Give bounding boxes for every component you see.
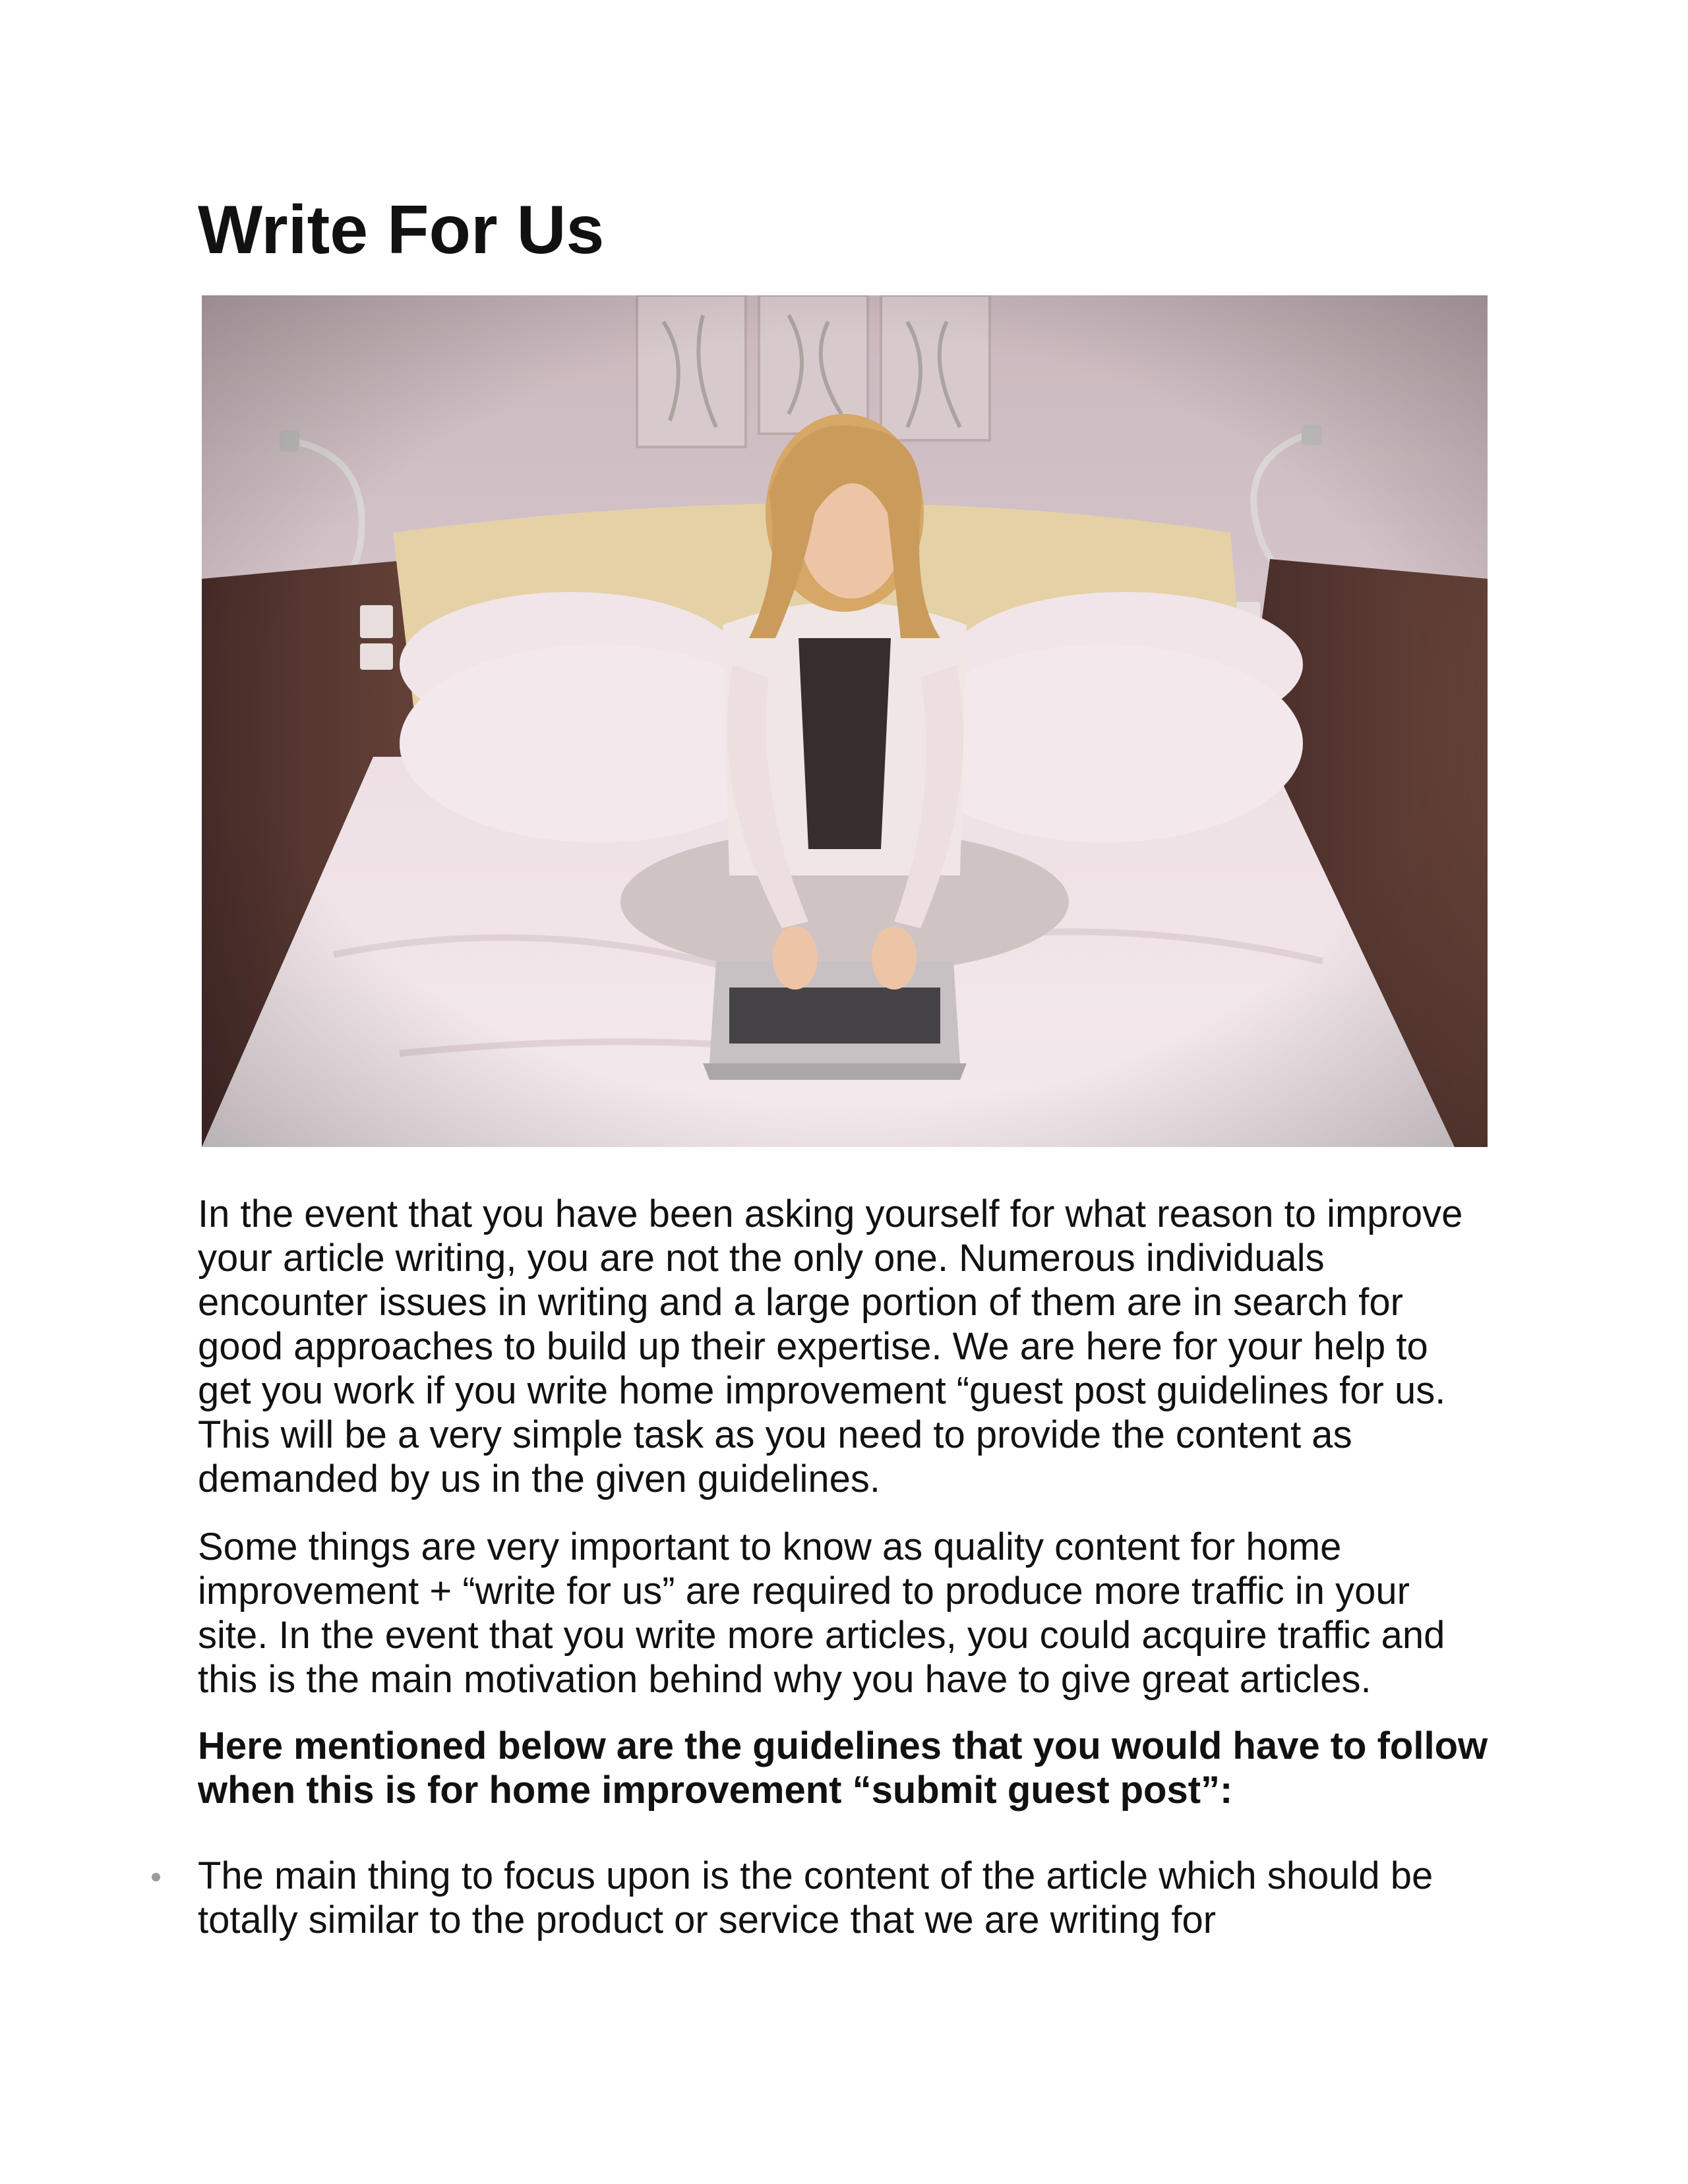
list-item-text: The main thing to focus upon is the content of the article which should be totally similar to the product or service that we are writing for (198, 1854, 1433, 1941)
guidelines-list (198, 1854, 1490, 1942)
page-title: Write For Us (198, 192, 605, 268)
photo-woman-on-bed-with-laptop-icon (202, 295, 1488, 1147)
traffic-paragraph: Some things are very important to know as quality content for home improvement + “write for us” are required to produce more traffic in your site. In the event that you write more articles, you could acquire traffic and this is the main motivation behind why you have to give great articles. (198, 1525, 1445, 1701)
bullet-icon (152, 1873, 160, 1881)
guidelines-heading: Here mentioned below are the guidelines that you would have to follow when this is for home improvement “submit guest post”: (198, 1725, 1488, 1812)
list-item (198, 1854, 1490, 1942)
intro-paragraph: In the event that you have been asking yourself for what reason to improve your article writing, you are not the only one. Numerous individuals encounter issues in writing and a large portion of them are in search for good approaches to build up their expertise. We are here for your help to get you work if you write home improvement “guest post guidelines for us. This will be a very simple task as you need to provide the content as demanded by us in the given guidelines. (198, 1193, 1463, 1500)
hero-image (202, 295, 1488, 1147)
